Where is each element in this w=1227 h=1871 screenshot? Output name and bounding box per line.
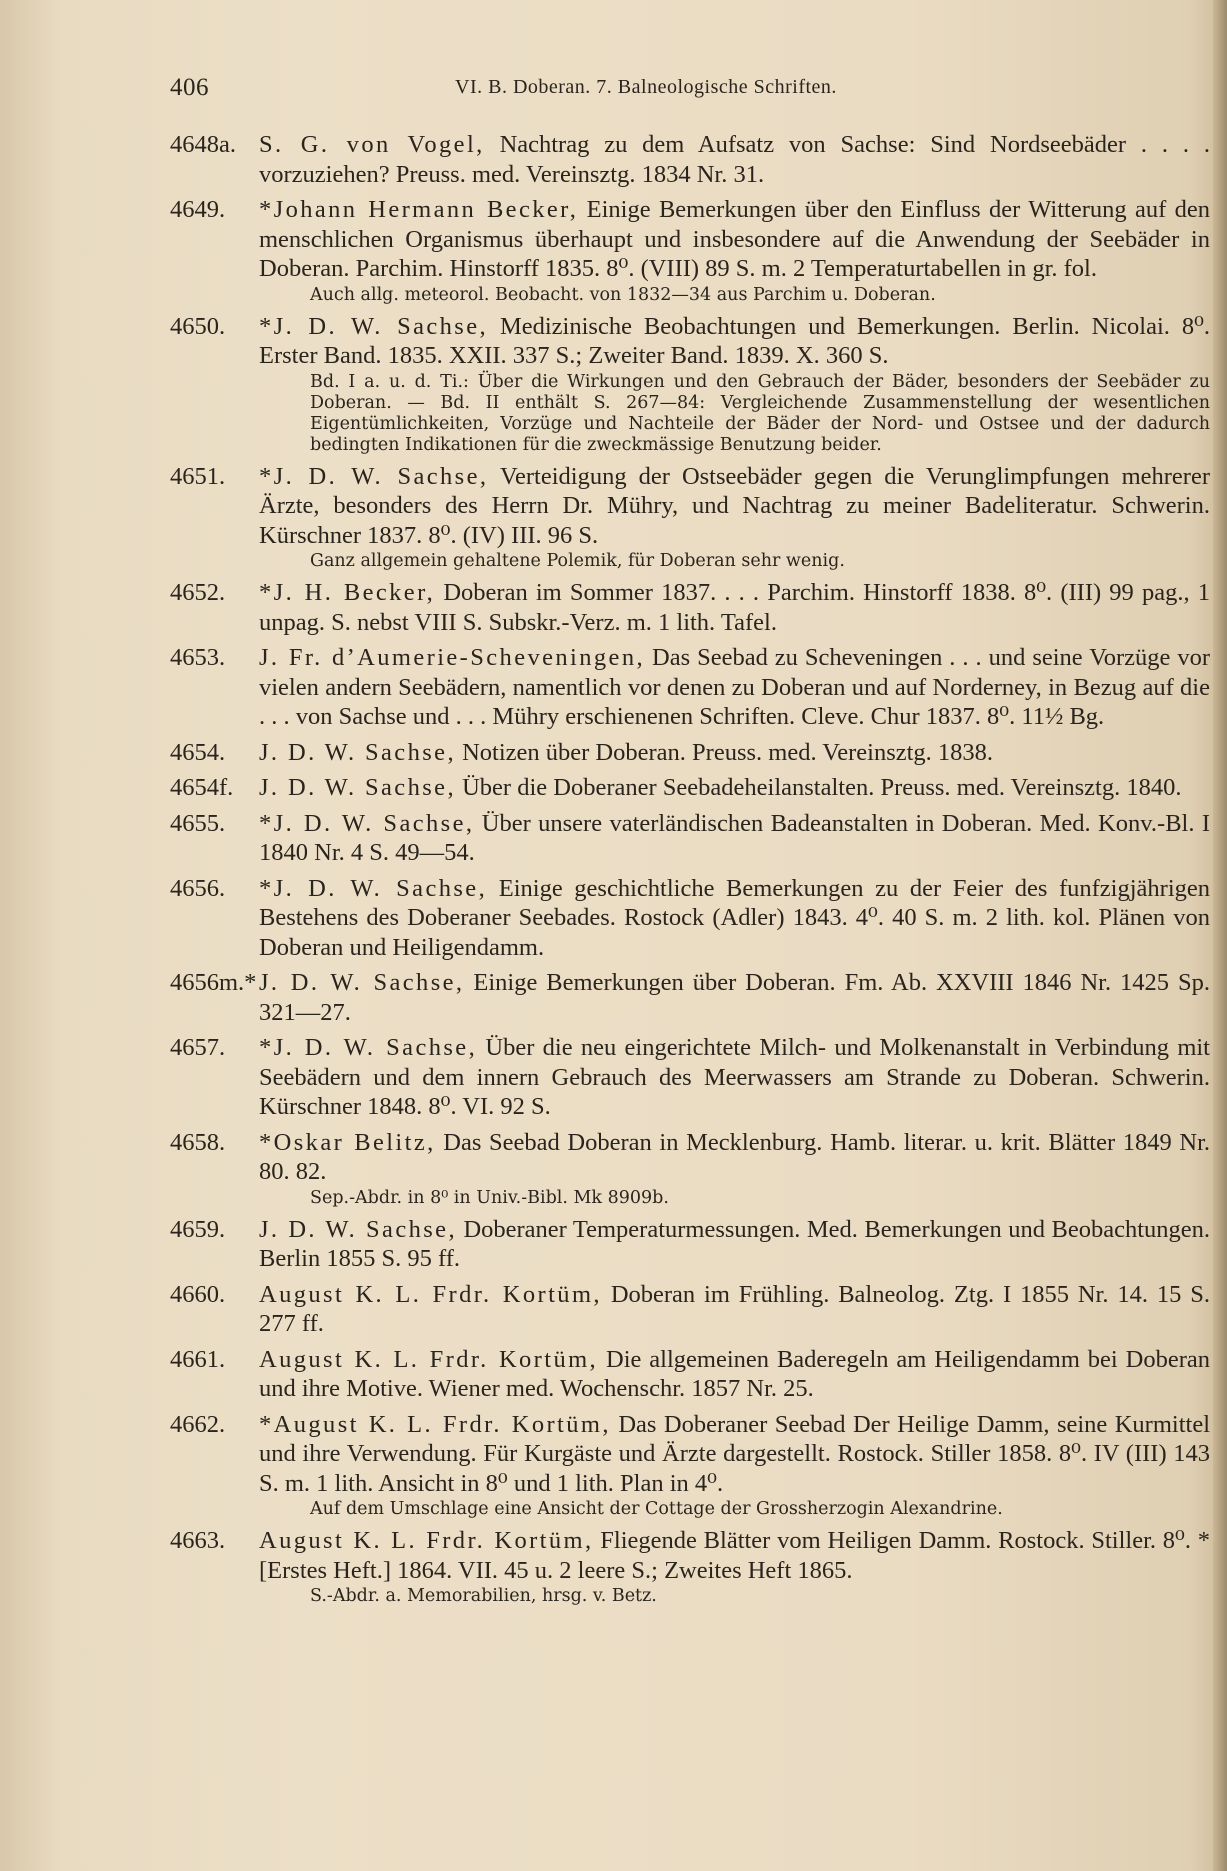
- entry-title: Medizinische Beobachtungen und Bemerkungen. Berlin. Nicolai. 8⁰. Erster Band. 1835. XXII. 337 S.; Zweiter Band. 1839. X. 360 S.: [259, 312, 1211, 369]
- entry-title: Doberaner Temperaturmessungen. Med. Bemerkungen und Beobachtungen. Berlin 1855 S. 95 ff.: [259, 1215, 1211, 1272]
- entry-number: 4650.: [170, 312, 226, 340]
- entry-author: August K. L. Frdr. Kortüm,: [259, 1527, 594, 1554]
- entry-text: [170, 643, 1210, 732]
- bibliography-entry: [170, 1215, 1210, 1274]
- entry-text: [170, 1410, 1210, 1499]
- entry-title: Über die Doberaner Seebadeheilanstalten. Preuss. med. Vereinsztg. 1840.: [462, 774, 1182, 801]
- entry-number: 4662.: [170, 1410, 226, 1438]
- bibliography-entry: [170, 1410, 1210, 1521]
- entry-note: Ganz allgemein gehaltene Polemik, für Doberan sehr wenig.: [310, 551, 845, 571]
- entry-number: 4658.: [170, 1128, 226, 1156]
- entry-text: [170, 738, 1210, 768]
- entry-number: 4652.: [170, 579, 226, 606]
- bibliography-entry: [170, 968, 1210, 1027]
- entry-author: *J. D. W. Sachse,: [259, 874, 488, 902]
- entry-author: August K. L. Frdr. Kortüm,: [259, 1280, 602, 1308]
- entry-number: 4649.: [170, 196, 226, 223]
- entry-note: Sep.-Abdr. in 8⁰ in Univ.-Bibl. Mk 8909b.: [310, 1187, 669, 1208]
- entry-title: Einige geschichtliche Bemerkungen zu der Feier des funfzigjährigen Bestehens des Doberaner Seebades. Rostock (Adler) 1843. 4⁰. 40 S. m. 2 lith. kol. Plänen von Doberan und Heiligendamm.: [259, 874, 1211, 961]
- page-number: 406: [170, 74, 209, 101]
- entry-number: 4661.: [170, 1345, 226, 1373]
- entry-number: 4654.: [170, 738, 226, 766]
- entry-author: *J. D. W. Sachse,: [259, 1034, 478, 1061]
- bibliography-entry: [170, 1526, 1210, 1607]
- entry-note: Auch allg. meteorol. Beobacht. von 1832—34 aus Parchim u. Doberan.: [310, 284, 936, 305]
- entry-number: 4648a.: [170, 131, 236, 158]
- bibliography-entry: [170, 874, 1210, 963]
- entry-author: J. Fr. d’Aumerie-Scheveningen,: [259, 644, 646, 671]
- entry-text: [170, 1215, 1210, 1274]
- entry-title: Fliegende Blätter vom Heiligen Damm. Rostock. Stiller. 8⁰. *[Erstes Heft.] 1864. VII. 45 u. 2 leere S.; Zweites Heft 1865.: [259, 1527, 1211, 1584]
- bibliography-entry: [170, 578, 1210, 637]
- entry-author: *J. D. W. Sachse,: [259, 462, 489, 490]
- entry-author: *Oskar Belitz,: [259, 1128, 436, 1156]
- entry-author: August K. L. Frdr. Kortüm,: [259, 1345, 599, 1373]
- entry-title: Über die neu eingerichtete Milch- und Molkenanstalt in Verbindung mit Seebädern und dem innern Gebrauch des Meerwassers am Strande zu Doberan. Schwerin. Kürschner 1848. 8⁰. VI. 92 S.: [259, 1034, 1210, 1120]
- entry-number: 4651.: [170, 462, 226, 490]
- entry-title: Doberan im Frühling. Balneolog. Ztg. I 1855 Nr. 14. 15 S. 277 ff.: [259, 1280, 1211, 1337]
- entry-text: [170, 1526, 1210, 1585]
- entry-number: 4656m.*: [170, 969, 257, 996]
- entry-number: 4654f.: [170, 774, 234, 801]
- entry-text: [170, 773, 1210, 803]
- entry-title: Über unsere vaterländischen Badeanstalten in Doberan. Med. Konv.-Bl. I 1840 Nr. 4 S. 49—54.: [259, 809, 1211, 866]
- entry-author: *J. D. W. Sachse,: [259, 312, 489, 340]
- entry-text: [170, 312, 1210, 371]
- bibliography-entry: [170, 738, 1210, 768]
- entry-author: J. D. W. Sachse,: [259, 1215, 457, 1243]
- bibliography-entry: [170, 1033, 1210, 1122]
- bibliography-entry: [170, 195, 1210, 306]
- entry-author: S. G. von Vogel,: [259, 131, 485, 158]
- entry-note: Auf dem Umschlage eine Ansicht der Cottage der Grossherzogin Alexandrine.: [310, 1499, 1003, 1519]
- entry-title: Verteidigung der Ostseebäder gegen die Verunglimpfungen mehrerer Ärzte, besonders des Herrn Dr. Mühry, und Nachtrag zu meiner Badeliteratur. Schwerin. Kürschner 1837. 8⁰. (IV) III. 96 S.: [259, 462, 1210, 549]
- entry-author: *J. H. Becker,: [259, 579, 436, 606]
- entry-author: J. D. W. Sachse,: [259, 738, 456, 766]
- entry-text: [170, 874, 1210, 963]
- entry-number: 4660.: [170, 1280, 226, 1308]
- entry-author: *August K. L. Frdr. Kortüm,: [259, 1410, 611, 1438]
- entry-title: Das Seebad Doberan in Mecklenburg. Hamb. literar. u. krit. Blätter 1849 Nr. 80. 82.: [259, 1128, 1211, 1185]
- running-title: VI. B. Doberan. 7. Balneologische Schriften.: [455, 76, 837, 98]
- entry-note: S.-Abdr. a. Memorabilien, hrsg. v. Betz.: [310, 1586, 657, 1606]
- entry-title: Das Doberaner Seebad Der Heilige Damm, seine Kurmittel und ihre Verwendung. Für Kurgäste und Ärzte dargestellt. Rostock. Stiller 1858. 8⁰. IV (III) 143 S. m. 1 lith. Ansicht in 8⁰ und 1 lith. Plan in 4⁰.: [259, 1410, 1211, 1497]
- entry-title: Notizen über Doberan. Preuss. med. Vereinsztg. 1838.: [462, 738, 994, 766]
- bibliography-entry: [170, 1280, 1210, 1339]
- bibliography-entry: [170, 1128, 1210, 1209]
- entry-number: 4656.: [170, 874, 226, 902]
- entry-title: Das Seebad zu Scheveningen . . . und seine Vorzüge vor vielen andern Seebädern, namentlich vor denen zu Doberan und auf Norderney, in Bezug auf die . . . von Sachse und . . . Mühry erschienenen Schriften. Cleve. Chur 1837. 8⁰. 11½ Bg.: [259, 644, 1211, 730]
- entry-note: Bd. I a. u. d. Ti.: Über die Wirkungen und den Gebrauch der Bäder, besonders der Seebäder zu Doberan. — Bd. II enthält S. 267—84: Vergleichende Zusammenstellung der wesentlichen Eigentümlichkeiten, Vorzüge und Nachteile der Bäder der Nord- und Ostsee und der dadurch bedingten Indikationen für die zweckmässige Benutzung beider.: [310, 371, 1210, 455]
- bibliography-list: [170, 130, 1210, 1607]
- entry-number: 4657.: [170, 1034, 226, 1061]
- entry-author: *J. D. W. Sachse,: [259, 809, 475, 837]
- bibliography-entry: [170, 462, 1210, 573]
- entry-number: 4659.: [170, 1215, 226, 1243]
- bibliography-entry: [170, 130, 1210, 189]
- entry-author: J. D. W. Sachse,: [259, 969, 465, 996]
- entry-text: [170, 809, 1210, 868]
- bibliography-entry: [170, 809, 1210, 868]
- bibliography-entry: [170, 773, 1210, 803]
- entry-number: 4655.: [170, 809, 226, 837]
- entry-text: [170, 130, 1210, 189]
- entry-title: Einige Bemerkungen über Doberan. Fm. Ab. XXVIII 1846 Nr. 1425 Sp. 321—27.: [259, 969, 1211, 1026]
- entry-text: [170, 1128, 1210, 1187]
- entry-number: 4663.: [170, 1527, 226, 1554]
- entry-text: [170, 1280, 1210, 1339]
- entry-title: Doberan im Sommer 1837. . . . Parchim. Hinstorff 1838. 8⁰. (III) 99 pag., 1 unpag. S. nebst VIII S. Subskr.-Verz. m. 1 lith. Tafel.: [259, 579, 1210, 636]
- page-header: [170, 70, 1210, 110]
- entry-author: *Johann Hermann Becker,: [259, 196, 579, 223]
- entry-text: [170, 195, 1210, 284]
- entry-text: [170, 1033, 1210, 1122]
- entry-text: [170, 462, 1210, 551]
- bibliography-entry: [170, 312, 1210, 456]
- page-binding-edge: [1213, 0, 1227, 1871]
- entry-title: Die allgemeinen Baderegeln am Heiligendamm bei Doberan und ihre Motive. Wiener med. Wochenschr. 1857 Nr. 25.: [259, 1345, 1211, 1402]
- bibliography-entry: [170, 1345, 1210, 1404]
- entry-text: [170, 578, 1210, 637]
- entry-title: Einige Bemerkungen über den Einfluss der Witterung auf den menschlichen Organismus überhaupt und insbesondere auf die Anwendung der Seebäder in Doberan. Parchim. Hinstorff 1835. 8⁰. (VIII) 89 S. m. 2 Temperaturtabellen in gr. fol.: [259, 196, 1210, 282]
- entry-text: [170, 1345, 1210, 1404]
- entry-text: [170, 968, 1210, 1027]
- entry-author: J. D. W. Sachse,: [259, 774, 456, 801]
- entry-number: 4653.: [170, 644, 226, 671]
- bibliography-entry: [170, 643, 1210, 732]
- entry-title: Nachtrag zu dem Aufsatz von Sachse: Sind Nordseebäder . . . . vorzuziehen? Preuss. med. Vereinsztg. 1834 Nr. 31.: [259, 131, 1210, 188]
